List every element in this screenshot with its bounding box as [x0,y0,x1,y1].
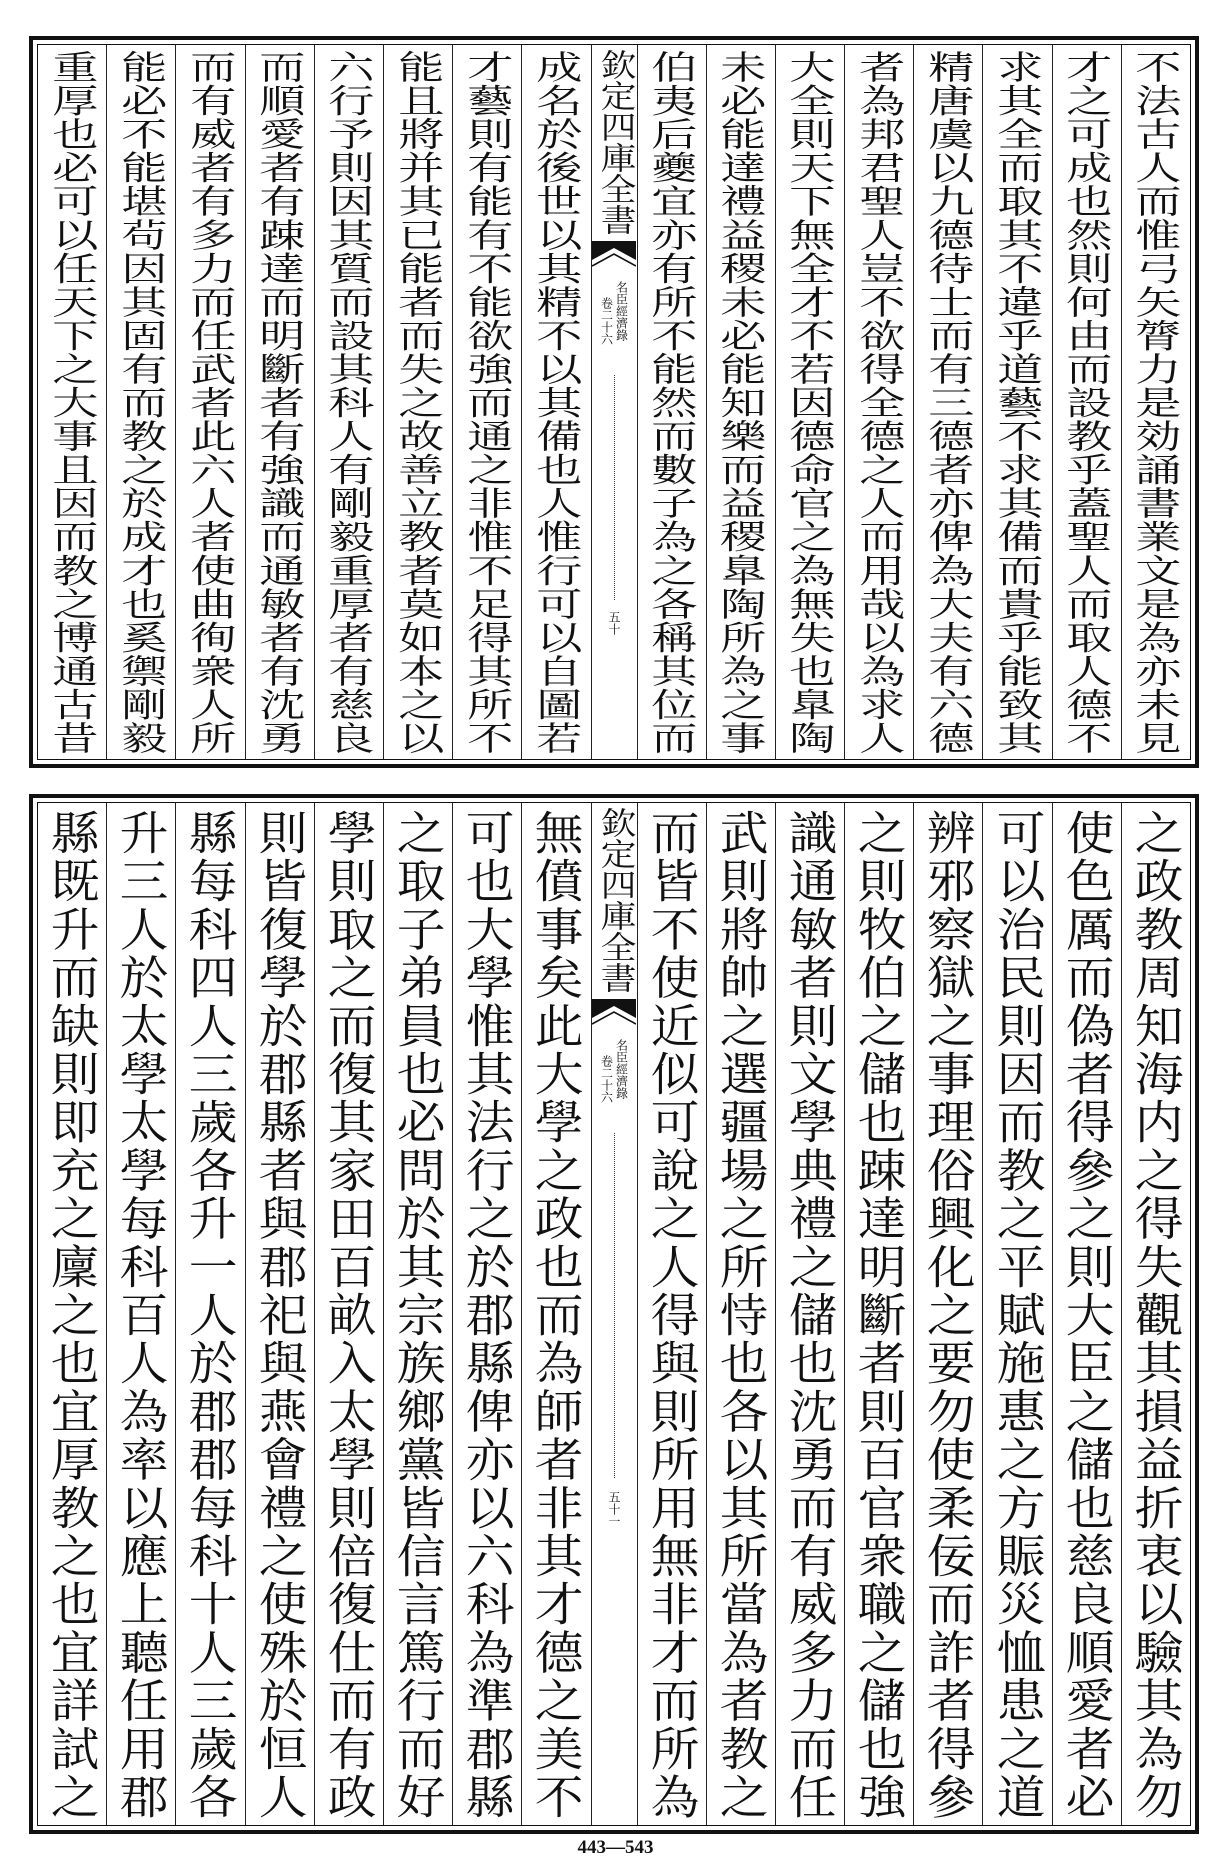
text-column [913,45,982,759]
text-column [314,803,383,1825]
leaf-number: 五十一 [607,1491,621,1527]
book-info [592,1039,637,1103]
text-column [982,803,1051,1825]
column-text: 才藝則有能有不能欲強而通之非惟不足得其所不 [459,50,515,754]
column-text: 而順愛者有踈達而明斷者有強識而通敏者有沈勇 [252,50,307,754]
text-column [706,803,775,1825]
column-text: 而皆不使近似可說之人得與則所用無非才而所為 [642,809,701,1819]
text-column [175,45,244,759]
fold-column [591,803,637,1825]
text-column [521,45,590,759]
column-text: 可也大學惟其法行之於郡縣俾亦以六科為準郡縣 [458,809,516,1819]
collection-title: 欽定四庫全書 [593,49,636,235]
text-column [1121,45,1190,759]
text-column [844,803,913,1825]
text-column [521,803,590,1825]
fishtail-mark-icon [592,999,636,1025]
text-column [844,45,913,759]
text-column [38,803,106,1825]
text-column [913,803,982,1825]
column-text: 重厚也必可以任天下之大事且因而教之博通古昔 [44,50,100,754]
text-column [982,45,1051,759]
column-text: 使色厲而偽者得參之則大臣之儲也慈良順愛者必 [1058,809,1116,1819]
column-text: 武則將帥之選疆場之所恃也各以其所當為者教之 [712,809,770,1819]
lower-page-columns [37,802,1191,1826]
column-text: 能必不能堪茍因其固有而教之於成才也奚禦剛毅 [113,50,169,754]
column-text: 者為邦君聖人豈不欲得全德之人而用哉以為求人 [851,50,907,754]
leaf-number: 五十 [607,611,621,635]
column-text: 不法古人而惟弓矢膂力是効誦書業文是為亦未見 [1128,50,1184,754]
text-column [175,803,244,1825]
text-column [1052,45,1121,759]
text-column [1121,803,1190,1825]
text-column [245,45,314,759]
text-column [706,45,775,759]
column-text: 大全則天下無全才不若因德命官之為無失也臯陶 [782,50,838,754]
column-text: 之取子弟員也必問於其宗族鄉黨皆信言篤行而好 [389,809,447,1819]
text-column [775,45,844,759]
book-info [592,281,637,345]
text-column [1052,803,1121,1825]
column-text: 可以治民則因而教之平賦施惠之方賑災恤患之道 [988,809,1047,1819]
upper-page-frame [29,36,1199,768]
column-text: 識通敏者則文學典禮之儲也沈勇而有威多力而任 [781,809,839,1819]
text-column [637,803,706,1825]
column-text: 學則取之而復其家田百畝入太學則倍復仕而有政 [320,809,378,1819]
text-column [106,803,175,1825]
column-text: 無僨事矣此大學之政也而為師者非其才德之美不 [527,809,586,1819]
column-text: 六行予則因其質而設其科人有剛毅重厚者有慈良 [321,50,377,754]
volume-label: 卷二十六 [599,1055,614,1103]
collection-title: 欽定四庫全書 [593,807,636,993]
column-text: 之則牧伯之儲也踈達明斷者則百官衆職之儲也強 [850,809,908,1819]
column-text: 才之可成也然則何由而設教乎蓋聖人而取人德不 [1059,50,1115,754]
page-number: 443—543 [577,1837,654,1858]
fold-guide-line [614,1133,615,1478]
book-title: 名臣經濟錄 [614,1039,629,1099]
lower-page-frame [29,794,1199,1834]
fold-column [591,45,637,759]
column-text: 精唐虞以九德待士而有三德者亦俾為大夫有六德 [921,50,976,754]
text-column [314,45,383,759]
book-title: 名臣經濟錄 [614,281,629,341]
text-column [452,45,521,759]
column-text: 能且將并其已能者而失之故善立教者莫如本之以 [390,50,446,754]
text-column [452,803,521,1825]
column-text: 縣既升而缺則即充之廩之也宜厚教之也宜詳試之 [43,809,101,1819]
column-text: 而有威者有多力而任武者此六人者使曲徇衆人所 [183,50,238,754]
text-column [383,45,452,759]
text-column [38,45,106,759]
column-text: 則皆復學於郡縣者與郡祀與燕會禮之使殊於恒人 [251,809,309,1819]
column-text: 升三人於太學太學每科百人為率以應上聽任用郡 [112,809,170,1819]
volume-label: 卷二十六 [599,297,614,345]
text-column [245,803,314,1825]
column-text: 辨邪察獄之事理俗興化之要勿使柔佞而詐者得參 [919,809,977,1819]
column-text: 成名於後世以其精不以其備也人惟行可以自圖若 [529,50,584,754]
fishtail-mark-icon [592,241,636,267]
text-column [775,803,844,1825]
column-text: 未必能達禮益稷未必能知樂而益稷臯陶所為之事 [713,50,769,754]
text-column [383,803,452,1825]
column-text: 縣每科四人三歲各升一人於郡郡每科十人三歲各 [181,809,240,1819]
text-column [637,45,706,759]
fold-guide-line [614,375,615,600]
column-text: 伯夷后夔宜亦有所不能然而數子為之各稱其位而 [644,50,699,754]
text-column [106,45,175,759]
upper-page-columns [37,44,1191,760]
column-text: 之政教周知海内之得失觀其損益折衷以驗其為勿 [1127,809,1185,1819]
column-text: 求其全而取其不違乎道藝不求其備而貴乎能致其 [990,50,1045,754]
